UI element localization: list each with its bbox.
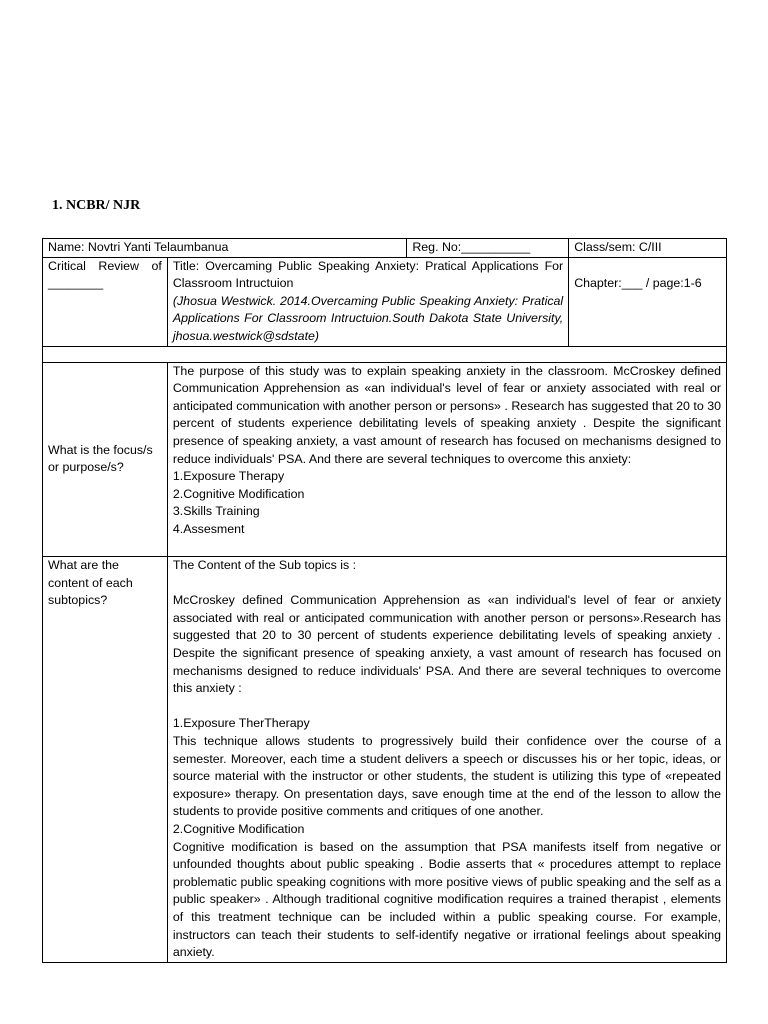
empty-cell <box>43 346 727 362</box>
table-row-focus <box>43 362 727 557</box>
chapter-page: Chapter:___ / page:1-6 <box>574 275 702 290</box>
list-item: 4.Assesment <box>172 521 245 536</box>
content-cell <box>167 557 726 963</box>
review-form-table <box>42 238 727 963</box>
critical-review-cell <box>43 257 168 346</box>
section-heading: 1. NCBR/ NJR <box>52 198 141 213</box>
subtopic-text: Cognitive modification is based on the assumption that PSA manifests itself from negative or unfounded thoughts about public speaking . Bodie asserts that « procedures attempt to replace problematic public speaking cognitions with more positive views of public speaking and the self as a public speaker» . Although traditional cognitive modification requires a trained therapist , elements of this treatment technique can be included within a public speaking course. For example, instructors can teach their students to self-identify negative or irrational feelings about speaking anxiety. <box>172 839 721 960</box>
chapter-cell <box>569 257 727 346</box>
student-name: Name: Novtri Yanti Telaumbanua <box>48 240 229 254</box>
critical-review-blank: ________ <box>48 276 104 291</box>
list-item: 1.Exposure Therapy <box>172 469 285 484</box>
table-row-content <box>43 557 727 963</box>
list-item: 2.Cognitive Modification <box>172 486 305 501</box>
class-cell <box>569 239 727 258</box>
content-intro: The Content of the Sub topics is : <box>172 558 357 573</box>
critical-review-label: Critical Review of <box>48 258 162 273</box>
reg-cell <box>407 239 569 258</box>
title-cell <box>167 257 568 346</box>
class-semester: Class/sem: C/III <box>574 240 662 254</box>
subtopic-title: 1.Exposure TherTherapy <box>172 716 310 731</box>
content-paragraph: McCroskey defined Communication Apprehension as «an individual's level of fear or anxiety associated with real or anticipated communication with another person or persons».Research has suggested that 20 to 30 percent of students experience debilitating levels of speaking anxiety . Despite the significant presence of speaking anxiety, a vast amount of research has focused on mechanisms designed to reduce individuals' PSA. And there are several techniques to overcome this anxiety : <box>172 593 721 696</box>
review-title: Title: Overcaming Public Speaking Anxiety: Pratical Applications For Classroom Intructuion <box>172 258 564 291</box>
focus-paragraph: The purpose of this study was to explain speaking anxiety in the classroom. McCroskey defined Communication Apprehension as «an individual's level of fear or anxiety associated with real or anticipated communication with another person or persons» . Research has suggested that 20 to 30 percent of students experience debilitating levels of speaking anxiety . Despite the significant presence of speaking anxiety, a vast amount of research has focused on mechanisms designed to reduce individuals' PSA. And there are several techniques to overcome this anxiety: <box>172 363 721 466</box>
subtopic-title: 2.Cognitive Modification <box>172 822 305 836</box>
table-row-critical-review <box>43 257 727 346</box>
subtopic-text: This technique allows students to progressively build their confidence over the course of a semester. Moreover, each time a student delivers a speech or discusses his or her topic, ideas, or source material with the instructor or other students, the student is utilizing this type of «repeated exposure» therapy. On presentation days, save enough time at the end of the lesson to allow the students to provide positive comments and critiques of one another. <box>172 734 721 819</box>
focus-label: What is the focus/s or purpose/s? <box>48 442 153 475</box>
focus-content-cell <box>167 362 726 557</box>
name-cell <box>43 239 407 258</box>
content-label: What are the content of each subtopics? <box>48 558 133 608</box>
reg-number: Reg. No:__________ <box>412 240 531 254</box>
list-item: 3.Skills Training <box>172 504 260 519</box>
content-label-cell <box>43 557 168 963</box>
table-row-identity <box>43 239 727 258</box>
focus-label-cell <box>43 362 168 557</box>
review-citation: (Jhosua Westwick. 2014.Overcaming Public Speaking Anxiety: Pratical Applications For Classroom Intructuion.South Dakota State University, jhosua.westwick@sdstate) <box>172 293 564 343</box>
table-row-empty <box>43 346 727 362</box>
